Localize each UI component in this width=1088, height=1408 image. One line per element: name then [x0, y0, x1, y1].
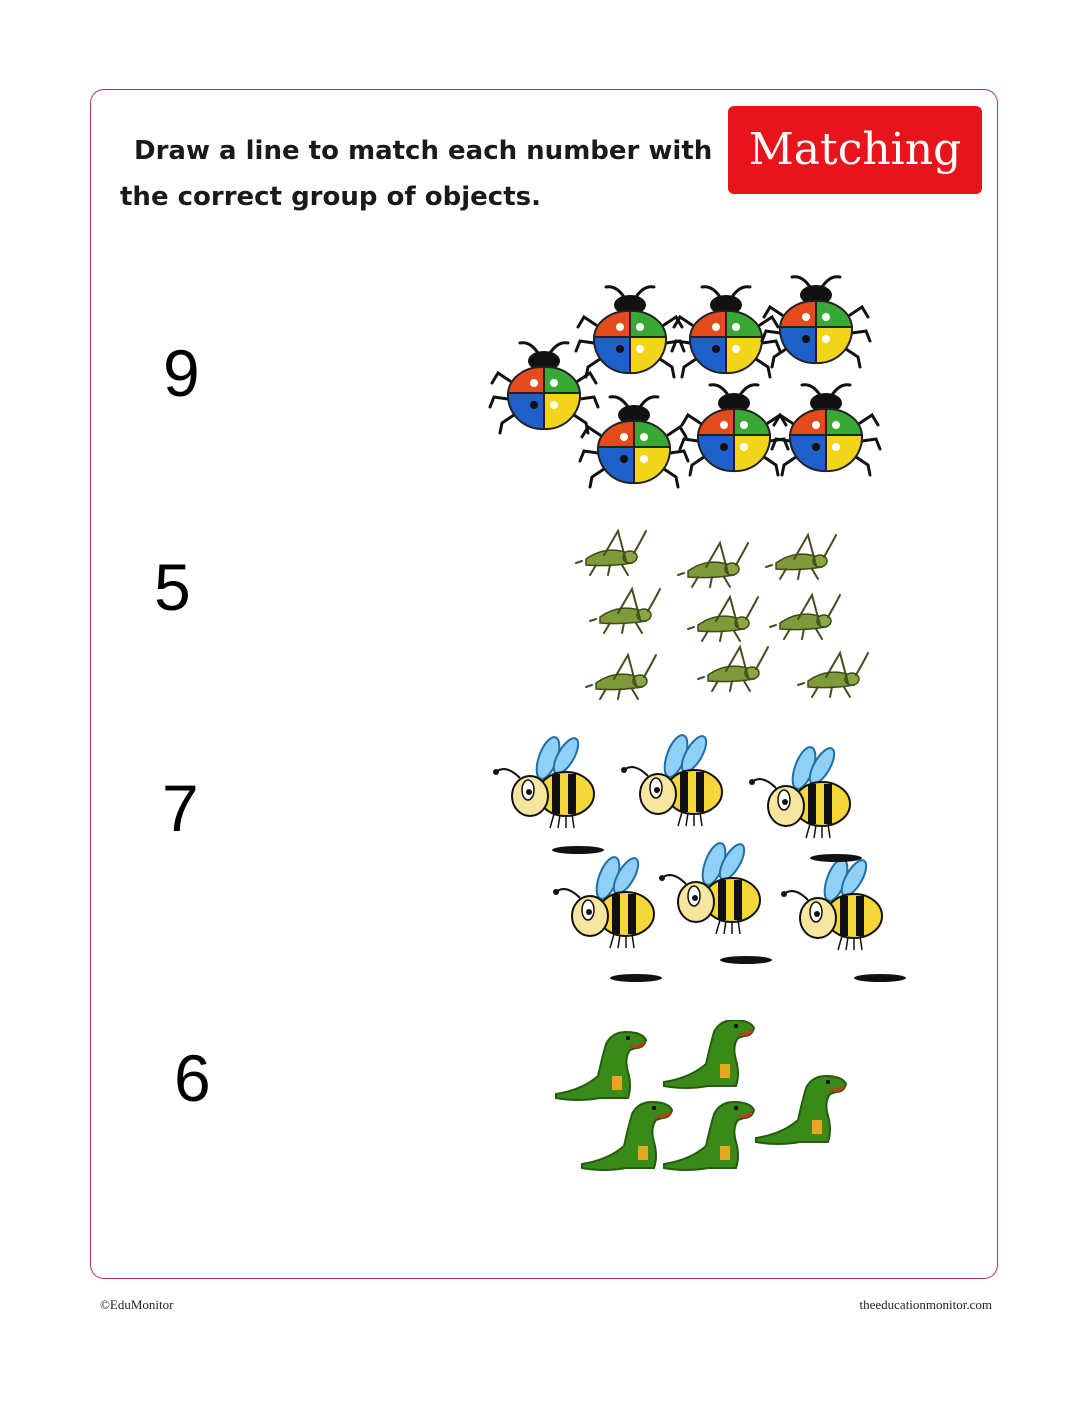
instruction-line-2: the correct group of objects. — [120, 182, 541, 212]
shadow-shape — [720, 956, 772, 964]
grasshopper-icon — [698, 647, 768, 691]
grasshopper-icon — [586, 655, 656, 699]
bee-icon — [553, 854, 654, 948]
bee-icon — [659, 840, 760, 934]
dinosaur-icon — [756, 1076, 846, 1144]
grasshopper-icon — [766, 535, 836, 579]
matching-badge: Matching — [728, 106, 982, 194]
dinosaur-icon — [664, 1020, 754, 1088]
bee-icon — [621, 732, 722, 826]
bee-group[interactable] — [488, 728, 918, 990]
dinosaur-icon — [582, 1102, 672, 1170]
grasshopper-icon — [798, 653, 868, 697]
footer-copyright: ©EduMonitor — [100, 1297, 174, 1312]
grasshopper-icon — [770, 595, 840, 639]
ladybug-group[interactable] — [488, 275, 888, 505]
dinosaur-icon — [664, 1102, 754, 1170]
number-item[interactable]: 5 — [154, 550, 191, 624]
shadow-shape — [610, 974, 662, 982]
bee-icon — [781, 856, 882, 950]
shadow-shape — [552, 846, 604, 854]
instruction-line-1: Draw a line to match each number with — [134, 136, 713, 166]
shadow-shape — [810, 854, 862, 862]
number-item[interactable]: 7 — [162, 771, 199, 845]
bee-icon — [749, 744, 850, 838]
instructions — [120, 128, 720, 220]
bug-icon — [580, 397, 688, 487]
grasshopper-icon — [678, 543, 748, 587]
footer-website[interactable]: theeducationmonitor.com — [859, 1297, 992, 1312]
bug-icon — [672, 287, 780, 377]
number-item[interactable]: 9 — [163, 336, 200, 410]
bug-icon — [576, 287, 684, 377]
bug-icon — [772, 385, 880, 475]
number-item[interactable]: 6 — [174, 1041, 211, 1115]
shadow-shape — [854, 974, 906, 982]
bug-icon — [762, 277, 870, 367]
bug-icon — [490, 343, 598, 433]
grasshopper-icon — [590, 589, 660, 633]
bee-icon — [493, 734, 594, 828]
grasshopper-icon — [576, 531, 646, 575]
grasshopper-icon — [688, 597, 758, 641]
dinosaur-icon — [556, 1032, 646, 1100]
bug-icon — [680, 385, 788, 475]
dinosaur-group[interactable] — [550, 1020, 860, 1180]
grasshopper-group[interactable] — [570, 515, 880, 715]
